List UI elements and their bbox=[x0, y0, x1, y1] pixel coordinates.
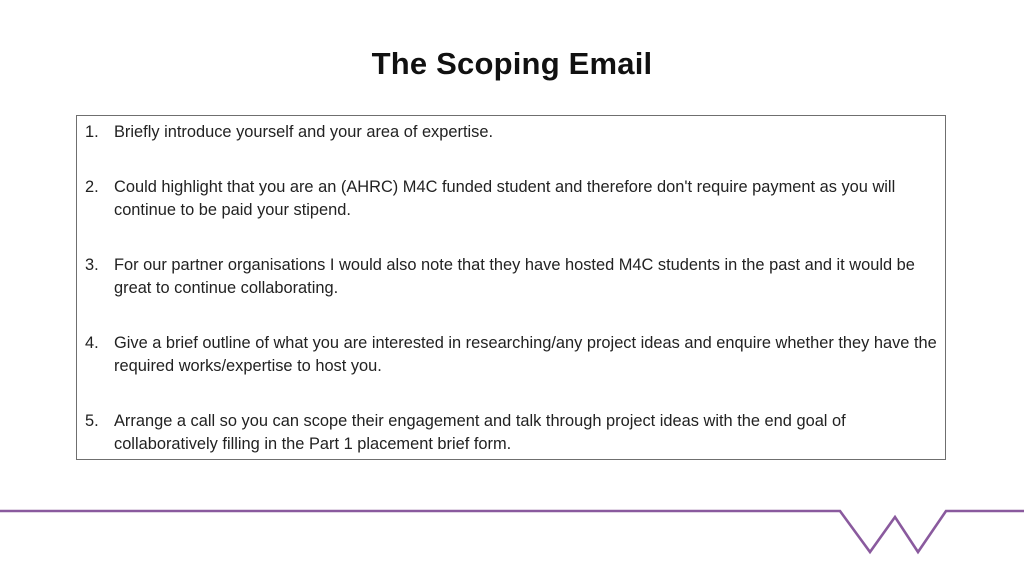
list-item-number: 3. bbox=[85, 256, 99, 274]
list-item-text: For our partner organisations I would also note that they have hosted M4C students in the past and it would be great to continue collaborating. bbox=[114, 256, 915, 297]
list-item bbox=[85, 410, 937, 456]
list-item-text: Briefly introduce yourself and your area of expertise. bbox=[114, 123, 494, 141]
list-item bbox=[85, 176, 937, 222]
list-item bbox=[85, 332, 937, 378]
list-item-number: 4. bbox=[85, 334, 99, 352]
list-item-text: Give a brief outline of what you are interested in researching/any project ideas and enquire whether they have the required works/expertise to host you. bbox=[114, 334, 937, 375]
m4c-w-mark-icon bbox=[0, 511, 1024, 552]
footer-decoration bbox=[0, 496, 1024, 576]
list-item-text: Could highlight that you are an (AHRC) M4C funded student and therefore don't require payment as you will continue to be paid your stipend. bbox=[114, 178, 896, 219]
list-item-number: 1. bbox=[85, 123, 99, 141]
list-item-text: Arrange a call so you can scope their engagement and talk through project ideas with the end goal of collaboratively filling in the Part 1 placement brief form. bbox=[114, 412, 846, 453]
instructions-box bbox=[76, 115, 946, 460]
instructions-list bbox=[85, 121, 937, 456]
list-item bbox=[85, 121, 937, 144]
list-item-number: 5. bbox=[85, 412, 99, 430]
slide-title: The Scoping Email bbox=[371, 46, 653, 81]
list-item-number: 2. bbox=[85, 178, 99, 196]
list-item bbox=[85, 254, 937, 300]
